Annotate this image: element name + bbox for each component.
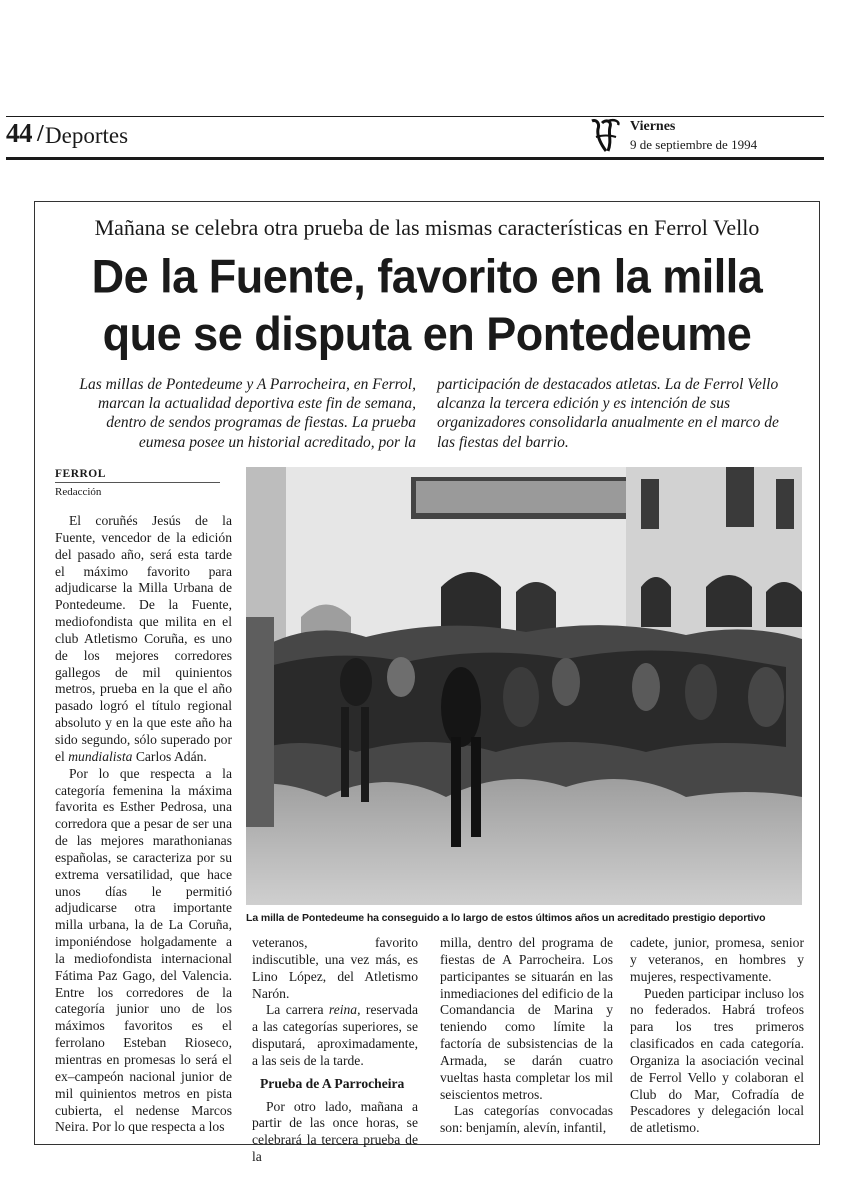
body-paragraph [55, 513, 232, 766]
masthead-rule-thick [6, 157, 824, 160]
body-column-3 [440, 935, 613, 1137]
page-separator: / [37, 121, 44, 147]
issue-day: Viernes [630, 119, 676, 134]
photo-caption: La milla de Pontedeume ha conseguido a lo largo de estos últimos años un acreditado prestigio deportivo [246, 912, 766, 924]
race-start-photo [246, 467, 802, 905]
body-text: La carrera [266, 1002, 324, 1018]
body-column-1 [55, 513, 232, 1136]
body-paragraph [252, 1002, 418, 1069]
lead-paragraph-right: participación de destacados atletas. La de Ferrol Vello alcanza la tercera edición y es intención de sus organizadores consolidarla anualmente en el marco de las fiestas del barrio. [437, 376, 779, 451]
section-title: Deportes [45, 123, 129, 148]
body-emphasis: reina [328, 1002, 358, 1018]
body-paragraph: Las categorías convocadas son: benjamín, alevín, infantil, [440, 1103, 613, 1136]
issue-date: 9 de septiembre de 1994 [630, 137, 758, 152]
body-text: Carlos Adán. [135, 748, 207, 764]
body-paragraph: Pueden participar incluso los no federados. Habrá trofeos para los tres primeros clasificados en cada categoría. Organiza la asociación vecinal de Ferrol Vello y colaboran el Club do Mar, Cofradía de Pescadores y delegación local de atletismo. [630, 985, 804, 1136]
body-text: , reservada a las categorías superiores, se disputará, aproximadamente, a las seis de la tarde. [252, 1002, 418, 1068]
body-column-2 [252, 935, 418, 1166]
section-subhead: Prueba de A Parrocheira [260, 1075, 405, 1091]
dateline-location: FERROL [55, 468, 106, 480]
article-kicker: Mañana se celebra otra prueba de las mismas características en Ferrol Vello [94, 215, 760, 240]
lead-paragraph-left: Las millas de Pontedeume y A Parrocheira, en Ferrol, marcan la actualidad deportiva este fin de semana, dentro de sendos programas de fiestas. La prueba eumesa posee un historial acreditado, por la [79, 376, 416, 451]
body-column-4 [630, 935, 804, 1137]
top-rule-thin [6, 116, 824, 117]
body-paragraph: veteranos, favorito indiscutible, una vez más, es Lino López, del Atletismo Narón. [252, 935, 418, 1001]
body-paragraph: Por otro lado, mañana a partir de las once horas, se celebrará la tercera prueba de la [252, 1098, 418, 1165]
body-paragraph: milla, dentro del programa de fiestas de A Parrocheira. Los participantes se situarán en las inmediaciones del edificio de la Comandancia de Marina y teniendo como límite la factoría de subsistencias de la Armada, se darán cuatro vueltas hasta completar los mil seiscientos metros. [440, 935, 613, 1102]
article-headline [34, 248, 820, 362]
page-number: 44 [6, 118, 32, 148]
body-text: El coruñés Jesús de la Fuente, vencedor de la edición del pasado año, será esta tarde el máximo favorito para adjudicarse la Milla Urbana de Pontedeume. De la Fuente, mediofondista que milita en el club Atletismo Coruña, es uno de los mejores corredores gallegos de mil quinientos metros, prueba en la que el año pasado logró el título regional absoluto y en la que este año ha sido segundo, sólo superado por el [55, 513, 232, 764]
byline: Redacción [55, 486, 102, 498]
body-paragraph: Por lo que respecta a la categoría femenina la máxima favorita es Esther Pedrosa, una corredora que a pesar de ser una de las mejores marathonianas españolas, se caracteriza por su extrema versatilidad, que hace unos días le permitió adjudicarse otra importante milla urbana, la de La Coruña, imponiéndose holgadamente a la mediofondista internacional Fátima Paz Gago, del Valencia. Entre los corredores de la categoría junior uno de los máximos favoritos es el ferrolano Esteban Rioseco, mientras en promesas lo será el ex–campeón nacional junior de mil quinientos metros en pista cubierta, el nedense Marcos Neira. Por lo que respecta a los [55, 765, 232, 1135]
headline-line-2: que se disputa en Pontedeume [102, 306, 752, 361]
dateline-rule [55, 482, 220, 483]
body-emphasis: mundialista [68, 748, 133, 764]
headline-line-1: De la Fuente, favorito en la milla [91, 249, 763, 304]
body-paragraph: cadete, junior, promesa, senior y veteranos, en hombres y mujeres, respectivamente. [630, 935, 804, 984]
newspaper-logo [588, 117, 624, 155]
